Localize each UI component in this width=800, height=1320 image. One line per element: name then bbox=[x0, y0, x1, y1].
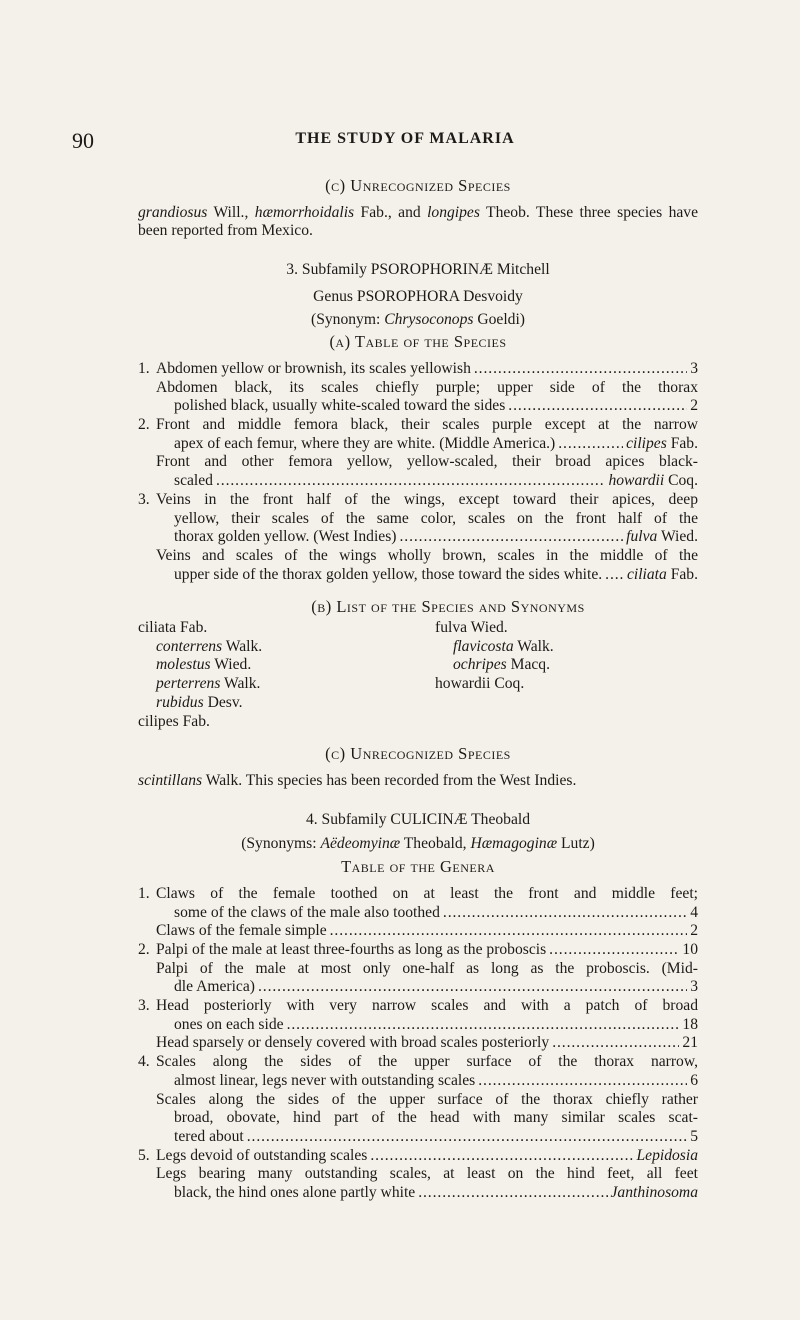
key-text-line: polished black, usually white-scaled toward the sides bbox=[174, 397, 506, 415]
key-couplet bbox=[138, 1034, 698, 1053]
key-reference bbox=[611, 1184, 699, 1203]
key-couplet bbox=[138, 416, 698, 453]
key-text-line: yellow, their scales of the same color, scales on the front half of the bbox=[174, 509, 698, 527]
section-heading-unrecognized: (c) Unrecognized Species bbox=[325, 176, 511, 195]
taxon-name: cilipes bbox=[626, 434, 667, 452]
taxon-name: flavicosta bbox=[453, 637, 514, 655]
species-name: grandiosus bbox=[138, 203, 208, 221]
key-couplet bbox=[138, 941, 698, 960]
key-text-line: broad, obovate, hind part of the head with many similar scales scat- bbox=[174, 1109, 698, 1127]
taxon-author: Wied. bbox=[467, 619, 508, 637]
key-couplet bbox=[138, 1091, 698, 1147]
key-leader-line bbox=[156, 566, 698, 585]
subfamily-title-psorophorinae: 3. Subfamily PSOROPHORINÆ Mitchell bbox=[286, 261, 550, 279]
taxon-author: Fab. bbox=[178, 712, 210, 730]
key-leader-line bbox=[156, 941, 698, 960]
key-reference bbox=[636, 1147, 698, 1166]
key-couplet bbox=[138, 960, 698, 997]
species-key bbox=[138, 360, 698, 584]
synonyms-line: (Synonyms: Aëdeomyinæ Theobald, Hæmagoginæ Lutz) bbox=[241, 835, 595, 853]
taxon-name: howardii bbox=[435, 675, 491, 693]
key-leader-line bbox=[156, 1034, 698, 1053]
key-text-line: Veins in the front half of the wings, except toward their apices, deep bbox=[156, 490, 698, 508]
synonym-line: (Synonym: Chrysoconops Goeldi) bbox=[311, 310, 525, 328]
couplet-number: 3. bbox=[138, 997, 150, 1015]
key-couplet bbox=[138, 379, 698, 416]
key-leader-line bbox=[156, 922, 698, 941]
taxon-name: rubidus bbox=[156, 693, 204, 711]
key-couplet bbox=[138, 360, 698, 379]
running-head bbox=[72, 128, 698, 158]
synonym-entry bbox=[138, 638, 401, 657]
taxon-author: Walk. bbox=[222, 637, 263, 655]
key-reference bbox=[627, 566, 698, 585]
key-text-line: Palpi of the male at least three-fourths as long as the proboscis bbox=[156, 940, 547, 958]
key-text-line: black, the hind ones alone partly white bbox=[174, 1184, 416, 1202]
table-heading-species: (a) Table of the Species bbox=[329, 332, 507, 352]
key-leader-line bbox=[156, 1147, 698, 1166]
synonym-entry bbox=[138, 713, 401, 732]
key-reference bbox=[626, 435, 698, 454]
taxon-name: cilipes bbox=[138, 712, 179, 730]
dot-leader bbox=[443, 904, 687, 923]
species-name: longipes bbox=[427, 203, 480, 221]
synonym-entry bbox=[435, 619, 698, 638]
key-text-line: Scales along the sides of the upper surface of the thorax chiefly rather bbox=[156, 1090, 698, 1108]
taxon-name: ciliata bbox=[138, 619, 177, 637]
key-text-line: Front and middle femora black, their scales purple except at the narrow bbox=[156, 416, 698, 434]
key-reference: 3 bbox=[690, 359, 698, 377]
synonym-entry bbox=[435, 656, 698, 675]
synonym-column bbox=[138, 619, 401, 731]
taxon-author: Coq. bbox=[490, 675, 525, 693]
key-reference: 2 bbox=[690, 922, 698, 940]
key-couplet bbox=[138, 1053, 698, 1090]
key-text-line: Abdomen yellow or brownish, its scales yellowish bbox=[156, 359, 471, 377]
dot-leader bbox=[558, 435, 623, 454]
key-leader-line bbox=[156, 1184, 698, 1203]
key-text-line: apex of each femur, where they are white. (Middle America.) bbox=[174, 434, 556, 452]
taxon-name: perterrens bbox=[156, 675, 221, 693]
taxon-name: Lepidosia bbox=[636, 1146, 698, 1164]
key-text-line: thorax golden yellow. (West Indies) bbox=[174, 528, 397, 546]
key-leader-line bbox=[156, 1072, 698, 1091]
table-heading-genera: Table of the Genera bbox=[341, 857, 495, 877]
couplet-number: 2. bbox=[138, 940, 150, 958]
dot-leader bbox=[474, 360, 687, 379]
taxon-name: ochripes bbox=[453, 656, 507, 674]
couplet-number: 1. bbox=[138, 884, 150, 902]
dot-leader bbox=[258, 978, 687, 997]
list-heading: (b) List of the Species and Synonyms bbox=[311, 597, 585, 617]
key-couplet bbox=[138, 885, 698, 922]
key-leader-line bbox=[156, 528, 698, 547]
key-reference: 21 bbox=[682, 1034, 698, 1052]
page-number: 90 bbox=[72, 128, 94, 153]
dot-leader bbox=[287, 1016, 680, 1035]
key-text-line: dle America) bbox=[174, 978, 255, 996]
synonym-entry bbox=[435, 638, 698, 657]
key-couplet bbox=[138, 453, 698, 490]
synonym-list bbox=[138, 619, 698, 731]
key-couplet bbox=[138, 922, 698, 941]
key-leader-line bbox=[156, 1128, 698, 1147]
key-text-line: Veins and scales of the wings wholly brown, scales in the middle of the bbox=[156, 546, 698, 564]
page-content bbox=[138, 177, 698, 1203]
key-reference: 10 bbox=[682, 940, 698, 958]
dot-leader bbox=[216, 472, 605, 491]
taxon-name: howardii bbox=[608, 472, 665, 490]
key-reference: 4 bbox=[690, 903, 698, 921]
couplet-number: 1. bbox=[138, 359, 150, 377]
key-couplet bbox=[138, 1147, 698, 1166]
key-text-line: Abdomen black, its scales chiefly purple; upper side of the thorax bbox=[156, 378, 698, 396]
key-text-line: Legs bearing many outstanding scales, at least on the hind feet, all feet bbox=[156, 1165, 698, 1183]
key-reference bbox=[626, 528, 698, 547]
taxon-name: fulva bbox=[435, 619, 468, 637]
dot-leader bbox=[247, 1128, 687, 1147]
taxon-author: Walk. bbox=[220, 675, 261, 693]
key-reference: 18 bbox=[682, 1015, 698, 1033]
taxon-author: Fab. bbox=[666, 434, 698, 452]
taxon-author: Wied. bbox=[210, 656, 252, 674]
key-leader-line bbox=[156, 472, 698, 491]
taxon-author: Fab. bbox=[176, 619, 208, 637]
taxon-name: ciliata bbox=[626, 565, 667, 583]
key-text-line: Head posteriorly with very narrow scales and with a patch of broad bbox=[156, 997, 698, 1015]
taxon-name: fulva bbox=[626, 528, 658, 546]
key-reference: 2 bbox=[690, 397, 698, 415]
key-reference bbox=[608, 472, 698, 491]
key-leader-line bbox=[156, 435, 698, 454]
dot-leader bbox=[478, 1072, 687, 1091]
synonym-entry bbox=[138, 656, 401, 675]
key-leader-line bbox=[156, 978, 698, 997]
paragraph-scintillans: scintillans Walk. This species has been recorded from the West Indies. bbox=[138, 771, 577, 789]
key-couplet bbox=[138, 997, 698, 1034]
running-title: THE STUDY OF MALARIA bbox=[295, 130, 515, 147]
dot-leader bbox=[605, 566, 624, 585]
key-text-line: ones on each side bbox=[174, 1015, 284, 1033]
dot-leader bbox=[508, 397, 687, 416]
key-text-line: Claws of the female simple bbox=[156, 922, 327, 940]
key-text-line: Front and other femora yellow, yellow-scaled, their broad apices black- bbox=[156, 453, 698, 471]
key-reference: 5 bbox=[690, 1127, 698, 1145]
dot-leader bbox=[330, 922, 688, 941]
key-text-line: Scales along the sides of the upper surface of the thorax narrow, bbox=[156, 1053, 698, 1071]
key-couplet bbox=[138, 1165, 698, 1202]
taxon-author: Wied. bbox=[657, 528, 698, 546]
key-text-line: almost linear, legs never with outstanding scales bbox=[174, 1071, 476, 1089]
key-text-line: upper side of the thorax golden yellow, those toward the sides white. bbox=[174, 565, 603, 583]
couplet-number: 3. bbox=[138, 490, 150, 508]
key-text-line: tered about bbox=[174, 1127, 244, 1145]
couplet-number: 2. bbox=[138, 416, 150, 434]
couplet-number: 5. bbox=[138, 1146, 150, 1164]
taxon-author: Fab. bbox=[666, 565, 698, 583]
taxon-name: conterrens bbox=[156, 637, 223, 655]
key-text-line: Head sparsely or densely covered with broad scales posteriorly bbox=[156, 1034, 550, 1052]
dot-leader bbox=[549, 941, 679, 960]
species-name: hæmorrhoidalis bbox=[254, 203, 355, 221]
key-couplet bbox=[138, 547, 698, 584]
dot-leader bbox=[399, 528, 623, 547]
key-couplet bbox=[138, 491, 698, 547]
couplet-number: 4. bbox=[138, 1053, 150, 1071]
taxon-author: Macq. bbox=[506, 656, 551, 674]
key-reference: 3 bbox=[690, 978, 698, 996]
section-heading-unrecognized-2: (c) Unrecognized Species bbox=[325, 744, 511, 764]
taxon-author: Coq. bbox=[664, 472, 698, 490]
taxon-name: molestus bbox=[156, 656, 211, 674]
synonym-entry bbox=[435, 675, 698, 694]
synonym-column bbox=[401, 619, 698, 731]
dot-leader bbox=[418, 1184, 607, 1203]
synonym-entry bbox=[138, 675, 401, 694]
synonym-entry bbox=[138, 619, 401, 638]
key-leader-line bbox=[156, 397, 698, 416]
dot-leader bbox=[370, 1147, 633, 1166]
key-text-line: scaled bbox=[174, 472, 213, 490]
taxon-author: Desv. bbox=[203, 693, 243, 711]
key-text-line: Claws of the female toothed on at least the front and middle feet; bbox=[156, 884, 698, 902]
genus-title: Genus PSOROPHORA Desvoidy bbox=[313, 287, 523, 305]
subfamily-title-culicinae: 4. Subfamily CULICINÆ Theobald bbox=[305, 810, 531, 828]
synonym-entry bbox=[138, 694, 401, 713]
dot-leader bbox=[552, 1034, 679, 1053]
key-text-line: Palpi of the male at most only one-half as long as the proboscis. (Mid- bbox=[156, 959, 698, 977]
key-leader-line bbox=[156, 1016, 698, 1035]
key-text-line: Legs devoid of outstanding scales bbox=[156, 1146, 368, 1164]
key-text-line: some of the claws of the male also toothed bbox=[174, 903, 440, 921]
key-leader-line bbox=[156, 904, 698, 923]
taxon-name: Janthinosoma bbox=[610, 1184, 698, 1202]
paragraph-unrecognized: grandiosus Will., hæmorrhoidalis Fab., and longipes Theob. These three species have been reported from Mexico. bbox=[138, 203, 699, 240]
key-leader-line bbox=[156, 360, 698, 379]
genera-key bbox=[138, 885, 698, 1203]
taxon-author: Walk. bbox=[513, 637, 554, 655]
key-reference: 6 bbox=[690, 1071, 698, 1089]
